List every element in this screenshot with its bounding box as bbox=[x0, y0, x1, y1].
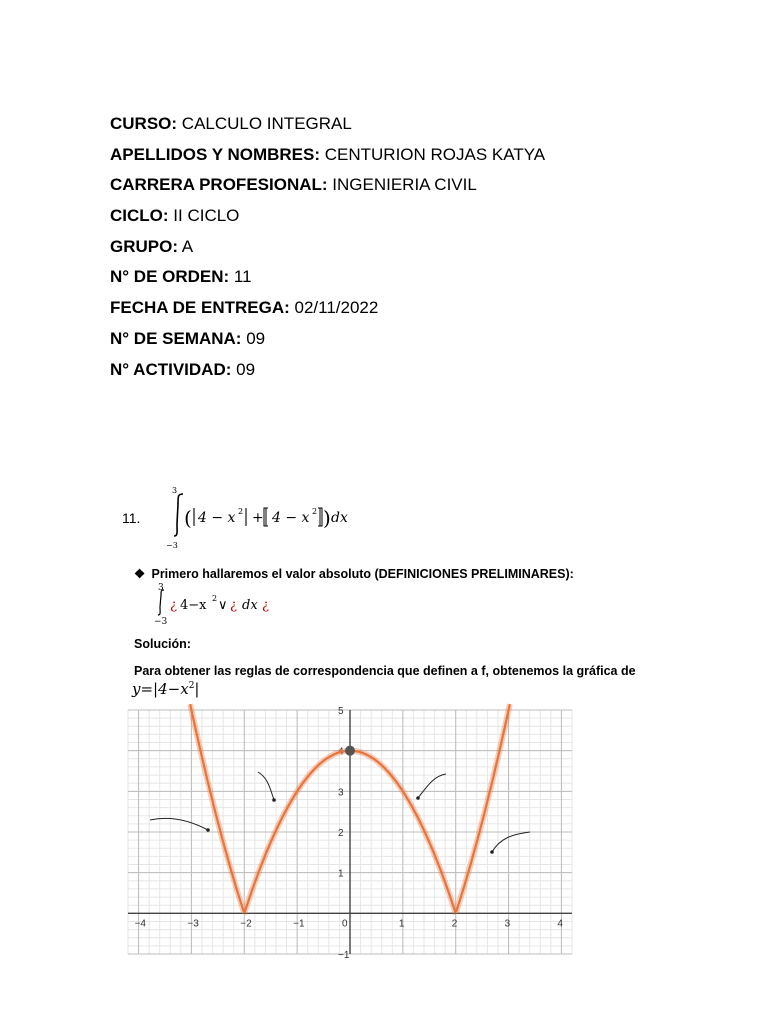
floor-expression: 4 − x bbox=[272, 510, 310, 526]
svg-text:3: 3 bbox=[158, 583, 164, 593]
x-tick-label: 1 bbox=[398, 918, 405, 930]
info-label: GRUPO: bbox=[110, 236, 178, 256]
diamond-bullet-icon: ❖ bbox=[134, 567, 146, 581]
svg-text:): ) bbox=[323, 506, 331, 530]
svg-text:dx: dx bbox=[242, 598, 258, 613]
y-tick-label: −1 bbox=[338, 950, 350, 961]
svg-text:(: ( bbox=[184, 506, 192, 530]
info-label: CARRERA PROFESIONAL: bbox=[110, 175, 328, 195]
y-tick-label: 2 bbox=[338, 828, 344, 839]
integral-preliminary-expression bbox=[154, 580, 354, 626]
info-value: CALCULO INTEGRAL bbox=[177, 114, 352, 133]
info-value: 09 bbox=[231, 359, 256, 379]
info-value: II CICLO bbox=[168, 206, 240, 226]
integral-expression bbox=[122, 484, 422, 554]
svg-text:∨: ∨ bbox=[218, 598, 228, 613]
annotation-arrow bbox=[418, 774, 446, 798]
x-tick-label: 0 bbox=[342, 918, 348, 930]
svg-text:¿: ¿ bbox=[170, 598, 177, 613]
svg-text:2: 2 bbox=[312, 507, 318, 516]
arrow-head-icon bbox=[272, 798, 276, 802]
svg-text:¿: ¿ bbox=[262, 598, 269, 613]
x-tick-label: −2 bbox=[240, 918, 252, 930]
info-row bbox=[110, 265, 545, 296]
problem-number: 11. bbox=[122, 510, 141, 526]
info-label: N° ACTIVIDAD: bbox=[110, 359, 232, 379]
arrow-head-icon bbox=[490, 850, 494, 854]
paragraph-text: Para obtener las reglas de correspondencia que definen a f, obtenemos la gráfica de bbox=[134, 664, 636, 678]
y-tick-label: 1 bbox=[338, 868, 344, 880]
x-tick-label: 3 bbox=[504, 918, 511, 930]
info-value: CENTURION ROJAS KATYA bbox=[320, 144, 546, 164]
info-row bbox=[110, 296, 545, 327]
problem-11 bbox=[122, 484, 422, 554]
info-value: 02/11/2022 bbox=[289, 298, 379, 318]
svg-text:dx: dx bbox=[331, 510, 348, 526]
info-row bbox=[110, 327, 545, 358]
bullet-text: Primero hallaremos el valor absoluto (DEFINICIONES PRELIMINARES): bbox=[151, 567, 574, 581]
abs-expression: 4 − x bbox=[198, 510, 236, 526]
function-formula: $y=|4-x^2|$ bbox=[132, 680, 200, 698]
info-value: 11 bbox=[229, 267, 252, 287]
svg-text:+: + bbox=[252, 510, 264, 526]
info-row bbox=[110, 112, 545, 143]
info-label: CICLO: bbox=[110, 206, 169, 226]
upper-limit: 3 bbox=[172, 486, 178, 495]
info-row bbox=[110, 173, 545, 204]
arrow-head-icon bbox=[206, 828, 210, 832]
svg-text:2: 2 bbox=[212, 594, 218, 603]
info-label: CURSO: bbox=[110, 114, 178, 133]
info-row bbox=[110, 204, 545, 235]
info-label: FECHA DE ENTREGA: bbox=[110, 298, 290, 318]
vertex-point bbox=[345, 746, 355, 756]
student-info bbox=[110, 112, 545, 388]
function-graph bbox=[128, 706, 572, 961]
svg-text:2: 2 bbox=[238, 507, 244, 516]
svg-text:4−x: 4−x bbox=[180, 598, 207, 613]
x-tick-label: 4 bbox=[557, 918, 563, 930]
svg-text:−3: −3 bbox=[154, 617, 168, 627]
arrow-head-icon bbox=[416, 796, 420, 800]
info-label: N° DE SEMANA: bbox=[110, 328, 242, 348]
bullet-heading bbox=[134, 566, 574, 581]
x-tick-label: −4 bbox=[134, 918, 146, 930]
y-tick-label: 3 bbox=[338, 787, 344, 799]
x-tick-label: −3 bbox=[187, 918, 199, 930]
annotation-arrow bbox=[258, 772, 274, 800]
info-row bbox=[110, 143, 545, 174]
info-label: APELLIDOS Y NOMBRES: bbox=[110, 144, 321, 164]
x-tick-label: 2 bbox=[451, 918, 458, 930]
integral-preliminary bbox=[154, 580, 354, 626]
info-value: INGENIERIA CIVIL bbox=[327, 175, 477, 195]
info-value: 09 bbox=[241, 328, 266, 348]
svg-text:¿: ¿ bbox=[230, 598, 237, 613]
lower-limit: −3 bbox=[166, 541, 178, 550]
solution-heading: Solución: bbox=[134, 637, 191, 651]
info-value: A bbox=[178, 236, 194, 256]
integral-sign bbox=[174, 494, 183, 536]
info-label: N° DE ORDEN: bbox=[110, 267, 230, 287]
y-tick-label: 4 bbox=[338, 746, 344, 758]
x-tick-label: −1 bbox=[293, 918, 305, 930]
info-row bbox=[110, 358, 545, 389]
y-tick-label: 5 bbox=[338, 706, 344, 717]
info-row bbox=[110, 235, 545, 266]
